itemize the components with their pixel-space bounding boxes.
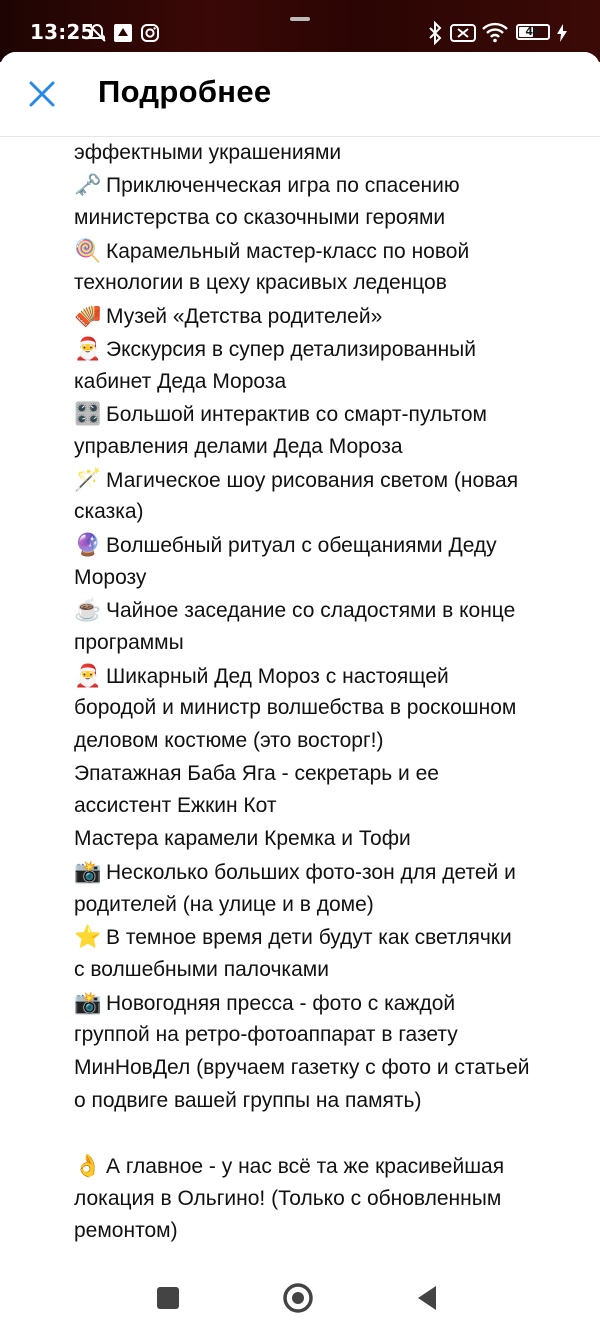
back-button[interactable] [416, 1285, 438, 1311]
drag-handle[interactable] [290, 17, 310, 21]
description-line [74, 725, 584, 758]
line-text: группой на ретро-фотоаппарат в газету [74, 1023, 458, 1047]
line-text: Музей «Детства родителей» [106, 305, 383, 329]
description-line [74, 921, 584, 954]
description-line [74, 137, 584, 170]
emoji-icon: 🎅 [74, 662, 102, 688]
line-text: Экскурсия в супер детализированный [106, 337, 476, 361]
recents-button[interactable] [157, 1287, 179, 1309]
line-text: локация в Ольгино! (Только с обновленным [74, 1186, 502, 1210]
line-text: управления делами Деда Мороза [74, 434, 403, 458]
description-line [74, 758, 584, 791]
charging-icon [556, 24, 568, 46]
description-line [74, 1183, 584, 1216]
description-line [74, 1215, 584, 1248]
description-line [74, 300, 584, 333]
description-line [74, 464, 584, 497]
line-text: А главное - у нас всё та же красивейшая [106, 1155, 505, 1178]
line-text: В темное время дети будут как светлячки [106, 926, 512, 950]
description-line [74, 562, 584, 595]
description-line [74, 431, 584, 464]
emoji-icon: ⭐ [74, 924, 102, 950]
details-sheet [0, 52, 600, 1332]
emoji-icon: 🍭 [74, 237, 102, 263]
line-text: Магическое шоу рисования светом (новая [106, 468, 519, 492]
line-text: Чайное заседание со сладостями в конце [106, 599, 516, 623]
emoji-icon: 🎅 [74, 335, 102, 361]
home-button[interactable] [282, 1282, 314, 1314]
description-line [74, 594, 584, 627]
description-line [74, 889, 584, 922]
wifi-icon [481, 21, 509, 47]
line-text: Волшебный ритуал с обещаниями Деду [106, 533, 497, 557]
blank-line [74, 1117, 584, 1150]
line-text: Карамельный мастер-класс по новой [106, 239, 470, 263]
line-text: Морозу [74, 565, 147, 589]
description-line [74, 267, 584, 300]
close-button[interactable] [22, 76, 62, 116]
navigation-bar [0, 1262, 600, 1332]
emoji-icon: 👌 [74, 1153, 102, 1178]
bluetooth-icon [426, 21, 444, 49]
line-text: Шикарный Дед Мороз с настоящей [106, 664, 449, 688]
emoji-icon: 🪗 [74, 303, 102, 329]
description-line [74, 169, 584, 202]
description-text [74, 104, 584, 1248]
no-sim-icon [450, 23, 476, 47]
description-line [74, 202, 584, 235]
line-text: кабинет Деда Мороза [74, 369, 287, 393]
description-line [74, 1085, 584, 1118]
line-text: Большой интерактив со смарт-пультом [106, 403, 487, 427]
line-text: ассистент Ежкин Кот [74, 794, 277, 818]
description-line [74, 529, 584, 562]
sheet-header [0, 52, 600, 137]
status-time: 13:25 [30, 20, 95, 44]
description-line [74, 660, 584, 693]
line-text: бородой и министр волшебства в роскошном [74, 696, 517, 720]
emoji-icon: 🗝️ [74, 172, 102, 198]
description-line [74, 823, 584, 856]
instagram-icon [140, 23, 160, 47]
app-icon [112, 22, 134, 48]
line-text: Приключенческая игра по спасению [106, 174, 460, 198]
description-line [74, 366, 584, 399]
line-text: Мастера карамели Кремка и Тофи [74, 827, 411, 851]
description-line [74, 954, 584, 987]
line-text: МинНовДел (вручаем газетку с фото и статьей [74, 1055, 530, 1079]
line-text: сказка) [74, 500, 144, 524]
line-text: Эпатажная Баба Яга - секретарь и ее [74, 761, 439, 785]
line-text: министерства со сказочными героями [74, 206, 446, 230]
line-text: деловом костюме (это восторг!) [74, 729, 384, 753]
page-title: Подробнее [98, 74, 272, 109]
battery-level: 46 [525, 25, 541, 38]
line-text: Несколько больших фото-зон для детей и [106, 860, 516, 884]
description-line [74, 692, 584, 725]
description-line [74, 496, 584, 529]
line-text: эффектными украшениями [74, 140, 342, 164]
description-line [74, 987, 584, 1020]
description-line [74, 235, 584, 268]
line-text: о подвиге вашей группы на память) [74, 1088, 422, 1112]
emoji-icon: 🎛️ [74, 401, 102, 427]
line-text: программы [74, 631, 184, 654]
description-line [74, 856, 584, 889]
emoji-icon: 🪄 [74, 466, 102, 492]
description-line [74, 790, 584, 823]
emoji-icon: 🔮 [74, 531, 102, 557]
emoji-icon: ☕ [74, 597, 102, 623]
description-line [74, 627, 584, 660]
line-text: родителей (на улице и в доме) [74, 892, 374, 916]
emoji-icon: 📸 [74, 989, 102, 1015]
description-line [74, 333, 584, 366]
description-line [74, 1150, 584, 1183]
line-text: технологии в цеху красивых леденцов [74, 271, 447, 295]
description-line [74, 1052, 584, 1085]
description-line [74, 1019, 584, 1052]
line-text: ремонтом) [74, 1219, 178, 1243]
description-line [74, 398, 584, 431]
battery-icon [516, 24, 550, 40]
emoji-icon: 📸 [74, 858, 102, 884]
mute-icon [86, 22, 108, 48]
line-text: Новогодняя пресса - фото с каждой [106, 991, 456, 1015]
line-text: с волшебными палочками [74, 957, 329, 981]
close-icon [28, 80, 56, 112]
